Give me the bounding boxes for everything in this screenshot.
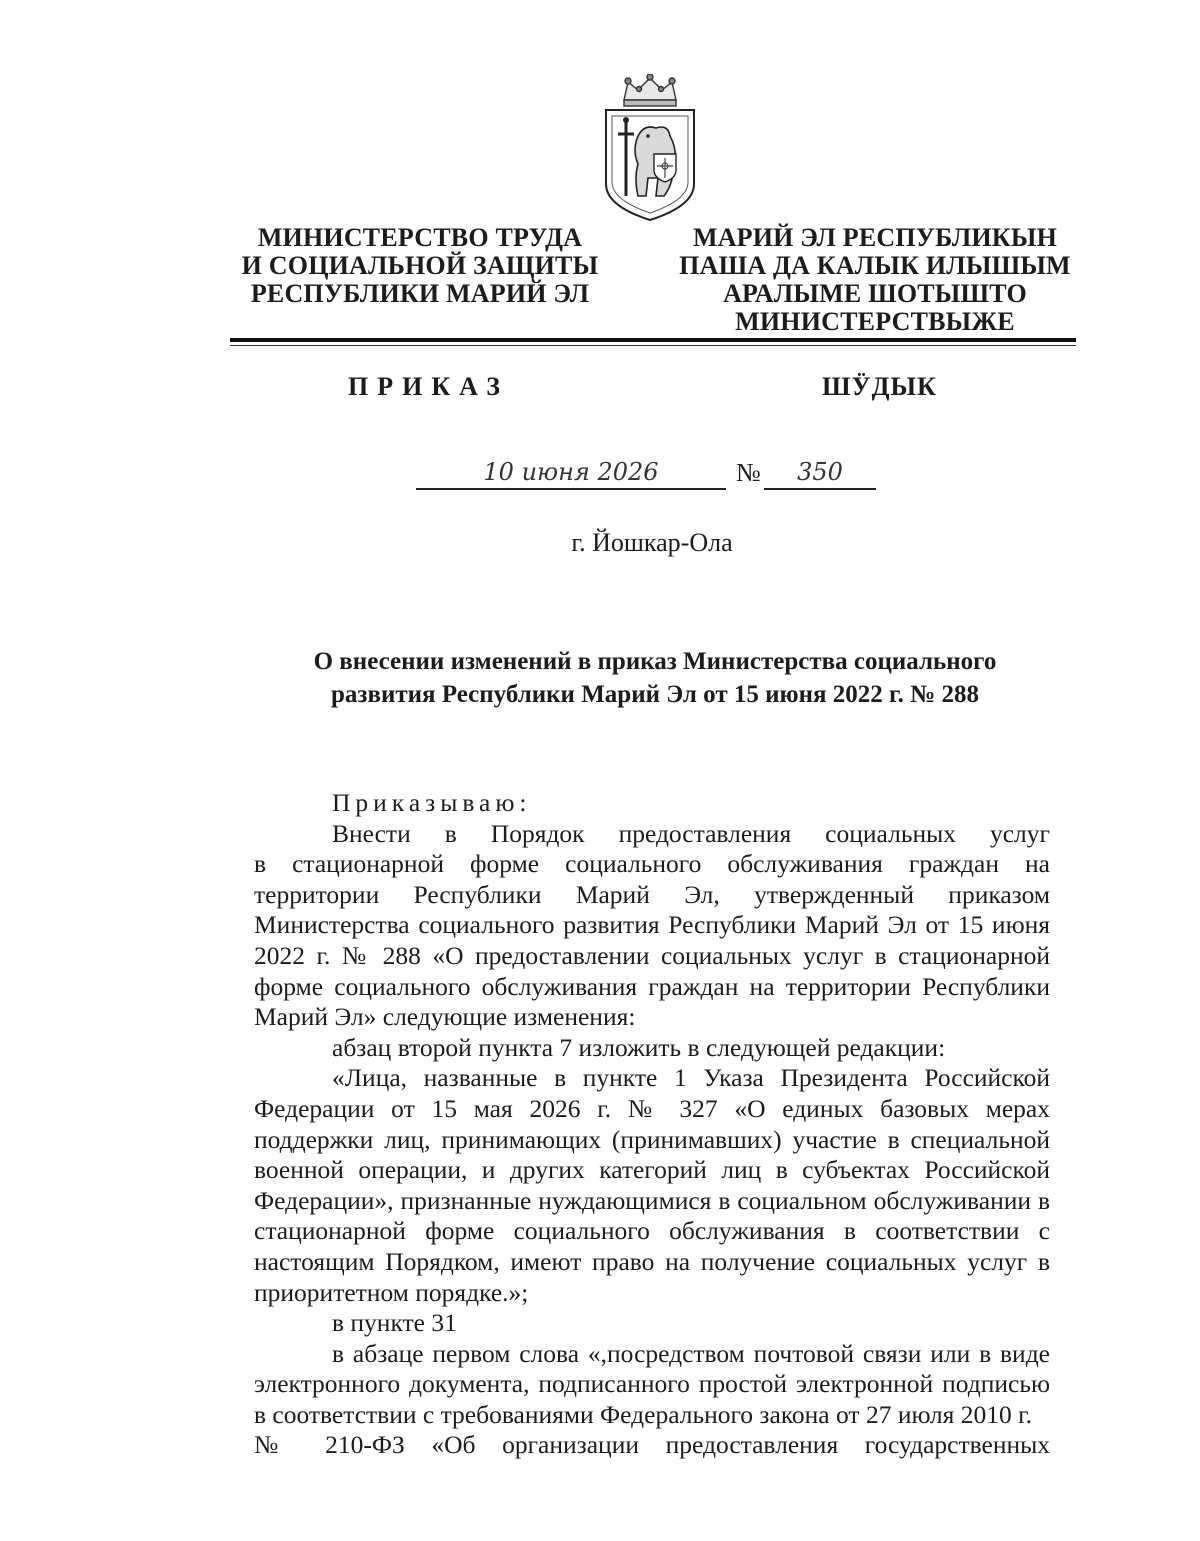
subject-line: О внесении изменений в приказ Министерства социального: [313, 648, 997, 675]
city-name: г. Йошкар-Ола: [571, 528, 733, 557]
subject-line: развития Республики Марий Эл от 15 июня 2022 г. № 288: [331, 681, 979, 708]
paragraph-amendment-text: «Лица, названные в пункте 1 Указа Президента Российской Федерации от 15 мая 2026 г. № 327 «О единых базовых мерах поддержки лиц, принимающих (принимавших) участие в специальной военной операции, и других категорий лиц в субъектах Российской Федерации», признанные нуждающимися в социальном обслуживании в стационарной форме социального обслуживания в соответствии с настоящим Порядком, имеют право на получение социальных услуг в приоритетном порядке.»;: [254, 1063, 1050, 1307]
ministry-name-line: МАРИЙ ЭЛ РЕСПУБЛИКЫН: [692, 223, 1058, 252]
order-number-field: [764, 456, 876, 490]
ministry-name-russian: [230, 224, 610, 308]
order-number: 350: [797, 458, 843, 486]
header-divider-thin: [230, 345, 1076, 346]
paragraph-first-abzac: в абзаце первом слова «,посредством почтовой связи или в виде электронного документа, подписанного простой электронной подписью в соответствии с требованиями Федерального закона от 27 июля 2010 г.: [254, 1338, 1050, 1429]
paragraph-intro: в стационарной форме социального обслуживания граждан на территории Республики Марий Эл, утвержденный приказом Министерства социального развития Республики Марий Эл от 15 июня 2022 г. № 288 «О предоставлении социальных услуг в стационарной форме социального обслуживания граждан на территории Республики Марий Эл» следующие изменения:: [254, 849, 1050, 1032]
paragraph-intro-first-line: Внести в Порядок предоставления социальных услуг: [332, 818, 1050, 848]
order-date: 10 июня 2026: [483, 458, 659, 486]
paragraph-continued-line: № 210-ФЗ «Об организации предоставления государственных: [254, 1430, 1050, 1460]
ministry-name-line: МИНИСТЕРСТВО ТРУДА: [257, 223, 583, 252]
order-word: Приказываю:: [332, 788, 532, 817]
ministry-name-line: МИНИСТЕРСТВЫЖЕ: [735, 307, 1015, 336]
ministry-name-line: ПАША ДА КАЛЫК ИЛЫШЫМ: [679, 251, 1071, 280]
ministry-name-line: АРАЛЫМЕ ШОТЫШТО: [723, 279, 1027, 308]
coat-of-arms-emblem: [598, 74, 702, 224]
document-body: [254, 788, 1050, 1461]
order-title-russian: ПРИКАЗ: [348, 372, 510, 401]
order-date-field: [416, 456, 726, 490]
paragraph-point-31: в пункте 31: [332, 1308, 457, 1338]
document-subject: [230, 645, 1080, 711]
order-number-label: №: [736, 458, 761, 487]
order-title-mari: ШӰДЫК: [822, 372, 937, 401]
ministry-name-line: И СОЦИАЛЬНОЙ ЗАЩИТЫ: [241, 251, 599, 280]
ministry-name-mari: [660, 224, 1090, 336]
paragraph-amendment-header: абзац второй пункта 7 изложить в следующей редакции:: [332, 1032, 946, 1062]
header-divider-thick: [230, 338, 1076, 342]
city-line: [0, 528, 1200, 558]
ministry-name-line: РЕСПУБЛИКИ МАРИЙ ЭЛ: [250, 279, 590, 308]
